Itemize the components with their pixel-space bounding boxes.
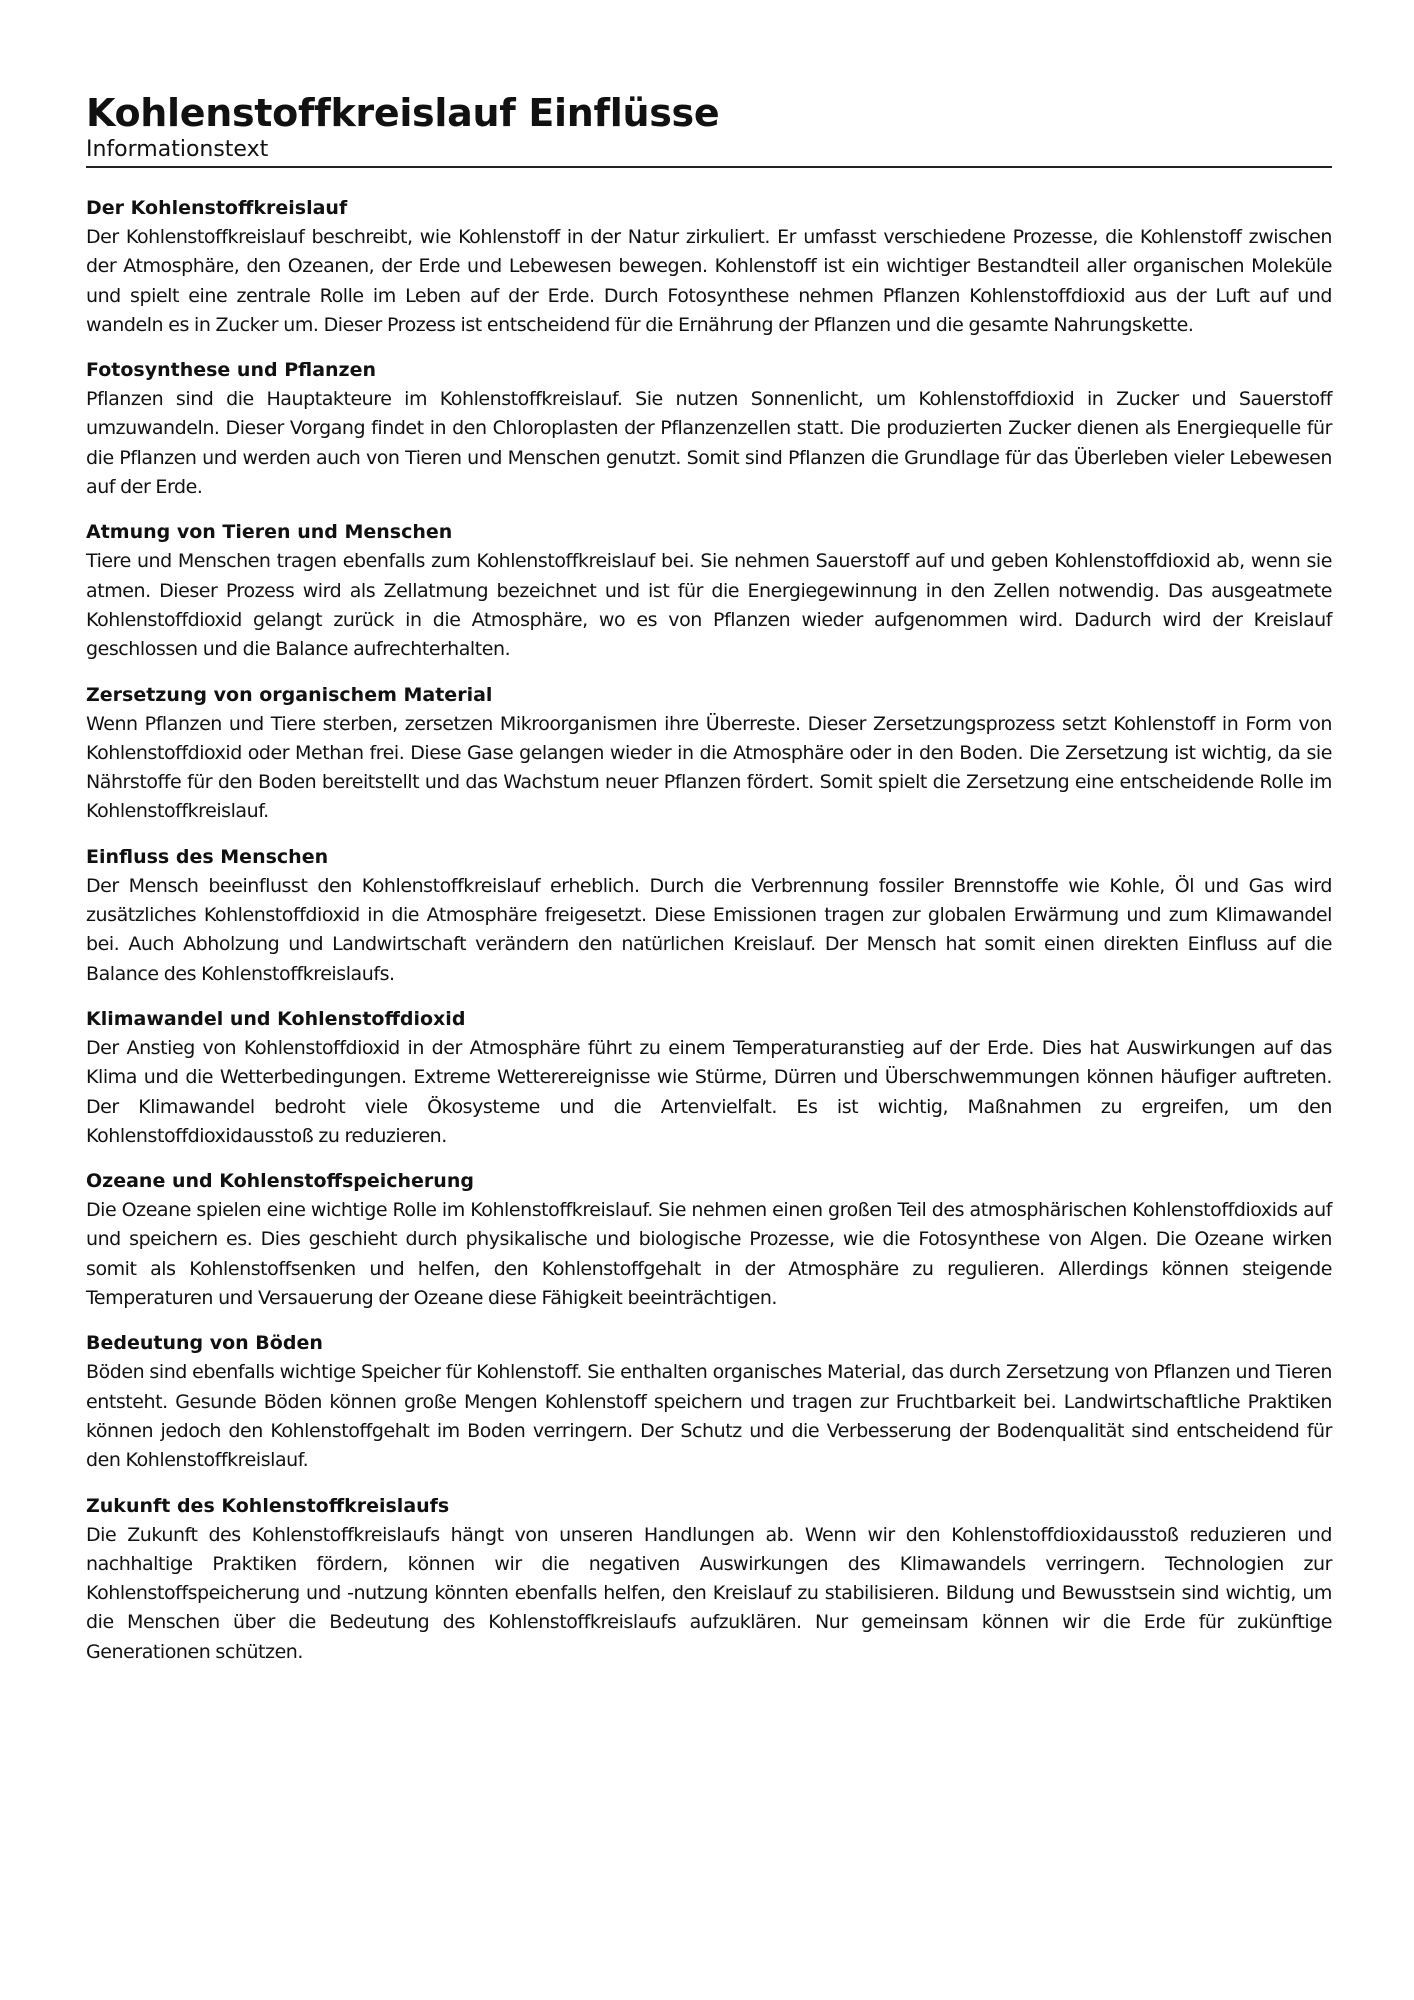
section-text: Der Anstieg von Kohlenstoffdioxid in der Atmosphäre führt zu einem Temperaturanstieg auf der Erde. Dies hat Auswirkungen auf das Klima und die Wetterbedingungen. Extreme Wetterereignisse wie Stürme, Dürren und Überschwemmungen können häufiger auftreten. Der Klimawandel bedroht viele Ökosysteme und die Artenvielfalt. Es ist wichtig, Maßnahmen zu ergreifen, um den Kohlenstoffdioxidausstoß zu reduzieren.	[86, 1036, 1332, 1147]
section-heading: Ozeane und Kohlenstoffspeicherung	[86, 1170, 474, 1193]
section-heading: Der Kohlenstoffkreislauf	[86, 197, 348, 219]
section-text: Wenn Pflanzen und Tiere sterben, zersetzen Mikroorganismen ihre Überreste. Dieser Zersetzungsprozess setzt Kohlenstoff in Form von Kohlenstoffdioxid oder Methan frei. Diese Gase gelangen wieder in die Atmosphäre oder in den Boden. Die Zersetzung ist wichtig, da sie Nährstoffe für den Boden bereitstellt und das Wachstum neuer Pflanzen fördert. Somit spielt die Zersetzung eine entscheidende Rolle im Kohlenstoffkreislauf.	[86, 712, 1332, 823]
section-zersetzung	[86, 681, 1332, 827]
section-text: Tiere und Menschen tragen ebenfalls zum Kohlenstoffkreislauf bei. Sie nehmen Sauerstoff auf und geben Kohlenstoffdioxid ab, wenn sie atmen. Dieser Prozess wird als Zellatmung bezeichnet und ist für die Energiegewinnung in den Zellen notwendig. Das ausgeatmete Kohlenstoffdioxid gelangt zurück in die Atmosphäre, wo es von Pflanzen wieder aufgenommen wird. Dadurch wird der Kreislauf geschlossen und die Balance aufrechterhalten.	[86, 550, 1332, 661]
section-boeden	[86, 1329, 1332, 1475]
section-heading: Zersetzung von organischem Material	[86, 683, 493, 706]
section-text: Der Kohlenstoffkreislauf beschreibt, wie Kohlenstoff in der Natur zirkuliert. Er umfasst verschiedene Prozesse, die Kohlenstoff zwischen der Atmosphäre, den Ozeanen, der Erde und Lebewesen bewegen. Kohlenstoff ist ein wichtiger Bestandteil aller organischen Moleküle und spielt eine zentrale Rolle im Leben auf der Erde. Durch Fotosynthese nehmen Pflanzen Kohlenstoffdioxid aus der Luft auf und wandeln es in Zucker um. Dieser Prozess ist entscheidend für die Ernährung der Pflanzen und die gesamte Nahrungskette.	[86, 226, 1332, 336]
section-heading: Klimawandel und Kohlenstoffdioxid	[86, 1007, 466, 1030]
section-einfluss-mensch	[86, 843, 1332, 989]
section-text: Böden sind ebenfalls wichtige Speicher für Kohlenstoff. Sie enthalten organisches Material, das durch Zersetzung von Pflanzen und Tieren entsteht. Gesunde Böden können große Mengen Kohlenstoff speichern und tragen zur Fruchtbarkeit bei. Landwirtschaftliche Praktiken können jedoch den Kohlenstoffgehalt im Boden verringern. Der Schutz und die Verbesserung der Bodenqualität sind entscheidend für den Kohlenstoffkreislauf.	[86, 1361, 1332, 1472]
section-fotosynthese	[86, 356, 1332, 502]
section-text: Pflanzen sind die Hauptakteure im Kohlenstoffkreislauf. Sie nutzen Sonnenlicht, um Kohlenstoffdioxid in Zucker und Sauerstoff umzuwandeln. Dieser Vorgang findet in den Chloroplasten der Pflanzenzellen statt. Die produzierten Zucker dienen als Energiequelle für die Pflanzen und werden auch von Tieren und Menschen genutzt. Somit sind Pflanzen die Grundlage für das Überleben vieler Lebewesen auf der Erde.	[86, 388, 1332, 499]
section-ozeane	[86, 1167, 1332, 1313]
document-page	[86, 90, 1332, 1683]
section-heading: Bedeutung von Böden	[86, 1332, 323, 1355]
section-text: Die Ozeane spielen eine wichtige Rolle im Kohlenstoffkreislauf. Sie nehmen einen großen Teil des atmosphärischen Kohlenstoffdioxids auf und speichern es. Dies geschieht durch physikalische und biologische Prozesse, wie die Fotosynthese von Algen. Die Ozeane wirken somit als Kohlenstoffsenken und helfen, den Kohlenstoffgehalt in der Atmosphäre zu regulieren. Allerdings können steigende Temperaturen und Versauerung der Ozeane diese Fähigkeit beeinträchtigen.	[86, 1199, 1332, 1310]
section-zukunft	[86, 1492, 1332, 1667]
page-title: Kohlenstoffkreislauf Einflüsse	[86, 91, 720, 135]
section-heading: Atmung von Tieren und Menschen	[86, 521, 453, 544]
section-text: Die Zukunft des Kohlenstoffkreislaufs hängt von unseren Handlungen ab. Wenn wir den Kohlenstoffdioxidausstoß reduzieren und nachhaltige Praktiken fördern, können wir die negativen Auswirkungen des Klimawandels verringern. Technologien zur Kohlenstoffspeicherung und -nutzung könnten ebenfalls helfen, den Kreislauf zu stabilisieren. Bildung und Bewusstsein sind wichtig, um die Menschen über die Bedeutung des Kohlenstoffkreislaufs aufzuklären. Nur gemeinsam können wir die Erde für zukünftige Generationen schützen.	[86, 1523, 1332, 1663]
section-heading: Einfluss des Menschen	[86, 845, 329, 868]
document-body	[86, 194, 1332, 1667]
section-kohlenstoffkreislauf	[86, 194, 1332, 340]
section-text: Der Mensch beeinflusst den Kohlenstoffkreislauf erheblich. Durch die Verbrennung fossiler Brennstoffe wie Kohle, Öl und Gas wird zusätzliches Kohlenstoffdioxid in die Atmosphäre freigesetzt. Diese Emissionen tragen zur globalen Erwärmung und zum Klimawandel bei. Auch Abholzung und Landwirtschaft verändern den natürlichen Kreislauf. Der Mensch hat somit einen direkten Einfluss auf die Balance des Kohlenstoffkreislaufs.	[86, 874, 1332, 985]
page-subtitle: Informationstext	[86, 136, 1332, 168]
section-klimawandel	[86, 1005, 1332, 1151]
section-atmung	[86, 518, 1332, 664]
section-heading: Fotosynthese und Pflanzen	[86, 359, 377, 382]
section-heading: Zukunft des Kohlenstoffkreislaufs	[86, 1494, 450, 1517]
